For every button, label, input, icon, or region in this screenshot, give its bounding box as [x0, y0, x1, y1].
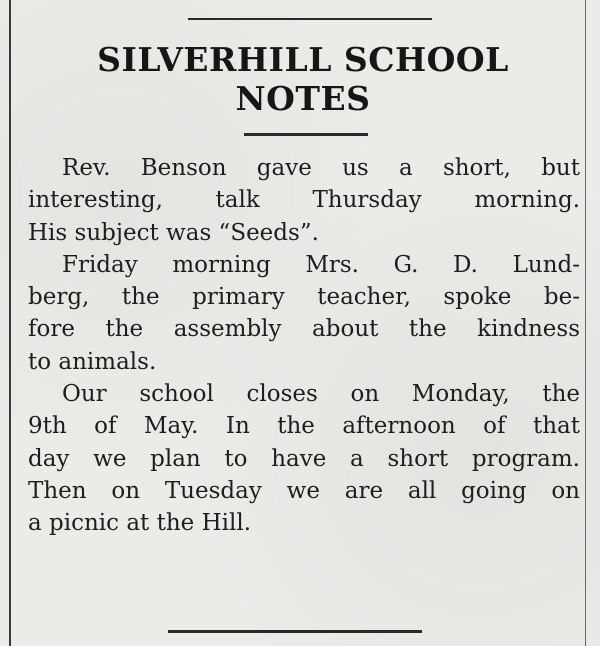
- headline-divider: [244, 133, 368, 136]
- article-body: [28, 152, 580, 540]
- paragraph-line: berg, the primary teacher, spoke be-: [28, 284, 580, 311]
- paragraph-line: Rev. Benson gave us a short, but: [62, 155, 580, 181]
- paragraph-line: interesting, talk Thursday morning.: [28, 187, 580, 214]
- paragraph-line: to animals.: [28, 348, 157, 375]
- paragraph-2: [28, 249, 580, 378]
- top-divider: [188, 18, 432, 20]
- headline-line-1: SILVERHILL SCHOOL: [97, 40, 509, 79]
- paragraph-line: Then on Tuesday we are all going on: [28, 477, 580, 504]
- paragraph-line: 9th of May. In the afternoon of that: [28, 413, 580, 440]
- bottom-divider: [168, 630, 422, 633]
- paragraph-line: Our school closes on Monday, the: [62, 381, 580, 408]
- column-rule-left: [9, 0, 11, 646]
- paragraph-line: a picnic at the Hill.: [28, 510, 252, 537]
- paragraph-1: [28, 152, 580, 249]
- headline-line-2: NOTES: [235, 79, 371, 118]
- paragraph-line: Friday morning Mrs. G. D. Lund-: [62, 251, 580, 278]
- paragraph-line: His subject was “Seeds”.: [28, 219, 319, 246]
- paragraph-line: fore the assembly about the kindness: [28, 316, 580, 343]
- paragraph-3: [28, 378, 580, 539]
- paragraph-line: day we plan to have a short program.: [28, 445, 580, 472]
